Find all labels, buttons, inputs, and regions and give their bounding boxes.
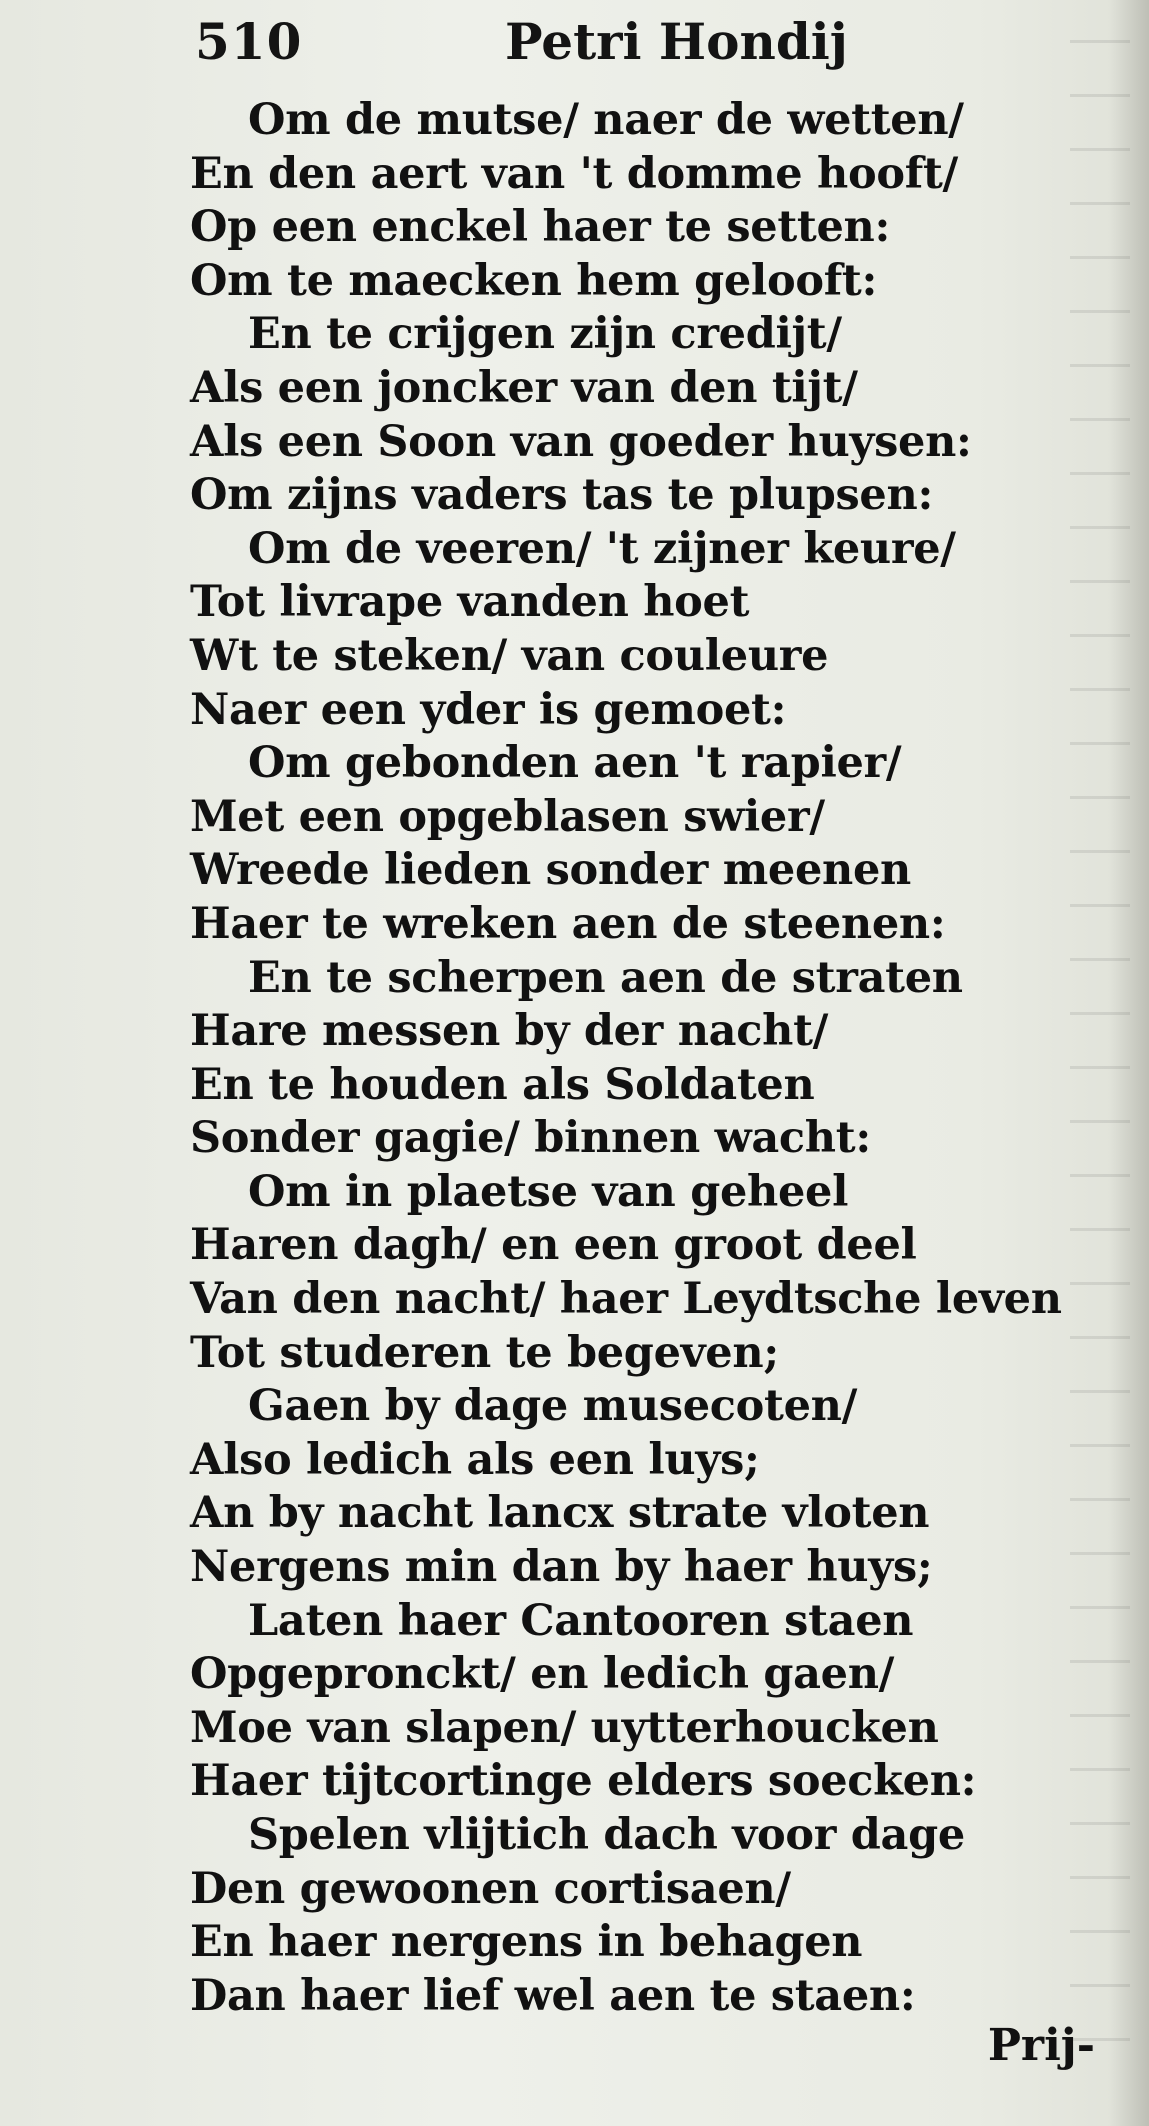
verse-line: Van den nacht/ haer Leydtsche leven — [190, 1274, 1062, 1325]
verse-line: Om de mutse/ naer de wetten/ — [248, 95, 964, 145]
verse-line: Om de veeren/ 't zijner keure/ — [248, 523, 956, 574]
verse-line: Haren dagh/ en een groot deel — [190, 1220, 917, 1271]
verse-line: Gaen by dage musecoten/ — [248, 1381, 857, 1432]
verse-line: Met een opgeblasen swier/ — [190, 791, 825, 842]
verse-line: Also ledich als een luys; — [190, 1434, 760, 1485]
verse-line: Om zijns vaders tas te plupsen: — [190, 470, 934, 521]
verse-line: Laten haer Cantooren staen — [248, 1595, 914, 1646]
verse-line: Hare messen by der nacht/ — [190, 1006, 829, 1057]
verse-text — [190, 94, 1090, 2023]
verse-line: Nergens min dan by haer huys; — [190, 1542, 933, 1593]
verse-line: En den aert van 't domme hooft/ — [190, 148, 958, 199]
verse-line: Opgepronckt/ en ledich gaen/ — [190, 1649, 895, 1700]
verse-line: Om te maecken hem gelooft: — [190, 255, 878, 306]
verse-line: Moe van slapen/ uytterhoucken — [190, 1702, 939, 1753]
verse-line: An by nacht lancx strate vloten — [190, 1488, 930, 1539]
verse-line: Om in plaetse van geheel — [248, 1166, 849, 1217]
verse-line: Om gebonden aen 't rapier/ — [248, 738, 902, 789]
verse-line: Wreede lieden sonder meenen — [190, 845, 912, 896]
verse-line: Den gewoonen cortisaen/ — [190, 1863, 791, 1914]
page-edge-shadow — [1109, 0, 1149, 2126]
verse-line: Tot studeren te begeven; — [190, 1327, 779, 1378]
verse-line: Haer te wreken aen de steenen: — [190, 898, 946, 949]
verse-line: En te scherpen aen de straten — [248, 952, 963, 1003]
catchword: Prij- — [987, 2020, 1095, 2071]
page-header — [195, 12, 915, 82]
verse-line: Dan haer lief wel aen te staen: — [190, 1970, 916, 2021]
verse-line: Op een enckel haer te setten: — [190, 202, 891, 253]
verse-line: Wt te steken/ van couleure — [190, 630, 829, 681]
verse-line: En te houden als Soldaten — [190, 1059, 815, 1110]
verse-line: En haer nergens in behagen — [190, 1917, 863, 1968]
verse-line: Naer een yder is gemoet: — [190, 684, 787, 735]
running-head: Petri Hondij — [505, 12, 848, 71]
verse-line: Als een joncker van den tijt/ — [190, 362, 858, 413]
verse-line: Haer tijtcortinge elders soecken: — [190, 1756, 977, 1807]
verse-line: Sonder gagie/ binnen wacht: — [190, 1113, 871, 1164]
verse-line: Tot livrape vanden hoet — [190, 577, 750, 628]
verse-line: En te crijgen zijn credijt/ — [248, 309, 842, 360]
page-number: 510 — [195, 12, 303, 71]
verse-line: Als een Soon van goeder huysen: — [190, 416, 972, 467]
verse-line: Spelen vlijtich dach voor dage — [248, 1810, 965, 1860]
